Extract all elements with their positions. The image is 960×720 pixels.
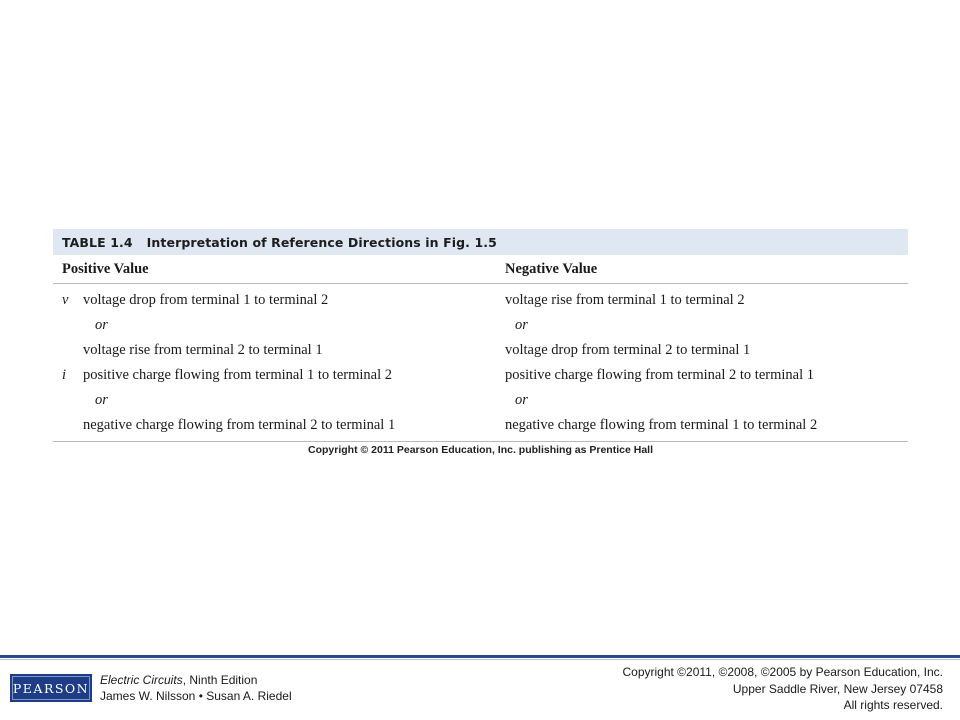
book-title: Electric Circuits [100,673,183,687]
table-bottom-rule [53,438,908,442]
pearson-logo [10,674,92,702]
book-edition: , Ninth Edition [182,673,258,687]
book-authors: James W. Nilsson • Susan A. Riedel [100,689,292,703]
footer-rule [0,655,960,658]
table-row [53,388,908,413]
rights-notice [622,664,943,714]
table-number: TABLE 1.4 [62,234,133,250]
rights-line-2: Upper Saddle River, New Jersey 07458 [732,681,943,696]
negative-cell: positive charge flowing from terminal 2 to terminal 1 [505,367,814,383]
positive-cell: voltage rise from terminal 2 to terminal 1 [83,342,323,358]
table-row [53,288,908,313]
table-header-row [53,255,908,284]
table-caption [53,229,908,255]
reference-directions-table [53,229,908,456]
header-negative-value: Negative Value [505,260,598,277]
variable-symbol: i [62,367,67,383]
logo-text: PEARSON [12,680,90,696]
table-row [53,338,908,363]
book-title-line [100,672,292,688]
rights-line-1: Copyright ©2011, ©2008, ©2005 by Pearson Education, Inc. [622,665,943,679]
positive-cell: or [95,317,108,333]
book-info [100,672,292,704]
footer-rule-thin [0,659,960,660]
negative-cell: voltage rise from terminal 1 to terminal 2 [505,292,745,308]
header-positive-value: Positive Value [62,260,149,277]
table-row [53,313,908,338]
positive-cell: negative charge flowing from terminal 2 to terminal 1 [83,417,396,433]
negative-cell: negative charge flowing from terminal 1 to terminal 2 [505,417,818,433]
table-title: Interpretation of Reference Directions in Fig. 1.5 [146,234,497,250]
rights-line-3: All rights reserved. [843,698,943,712]
negative-cell: or [515,392,528,408]
variable-symbol: v [62,292,69,308]
table-row [53,363,908,388]
negative-cell: voltage drop from terminal 2 to terminal 1 [505,342,751,358]
table-copyright: Copyright © 2011 Pearson Education, Inc. publishing as Prentice Hall [308,444,653,456]
table-row [53,413,908,438]
negative-cell: or [515,317,528,333]
positive-cell: voltage drop from terminal 1 to terminal 2 [83,292,329,308]
positive-cell: positive charge flowing from terminal 1 to terminal 2 [83,367,392,383]
positive-cell: or [95,392,108,408]
